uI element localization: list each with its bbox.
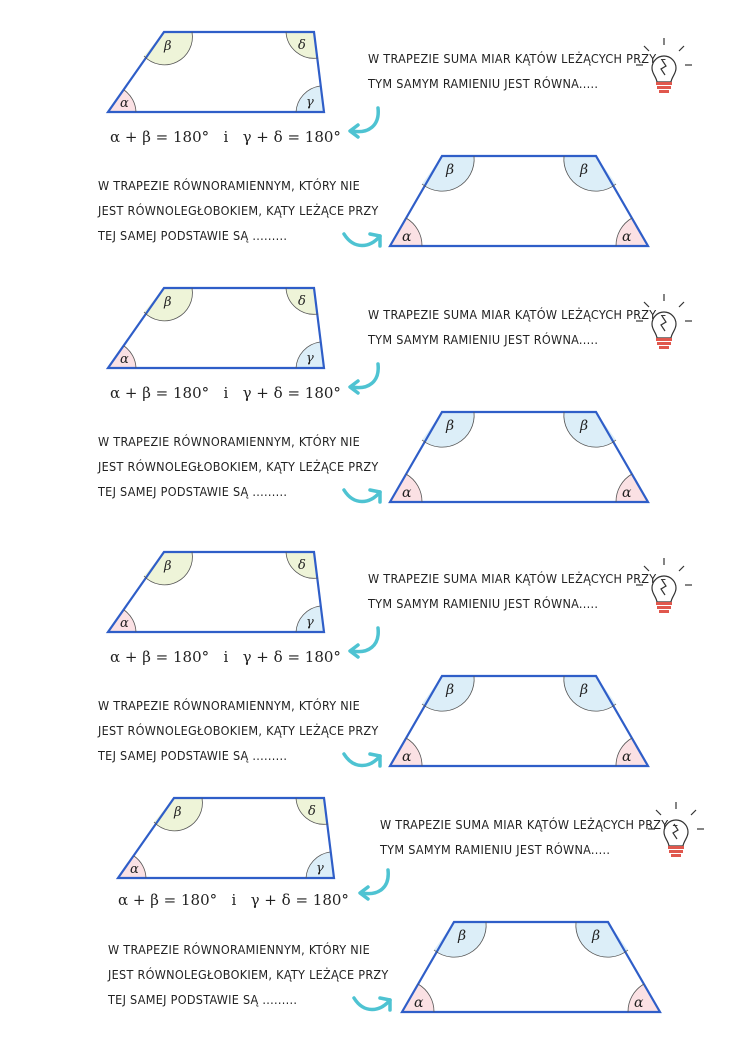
beta-label: β [164,559,172,574]
rule-line: JEST RÓWNOLEGŁOBOKIEM, KĄTY LEŻĄCE PRZY [98,203,379,218]
rule-line: W TRAPEZIE RÓWNORAMIENNYM, KTÓRY NIE [98,178,361,193]
beta-label: β [164,295,172,310]
rule-line: JEST RÓWNOLEGŁOBOKIEM, KĄTY LEŻĄCE PRZY [98,459,379,474]
worksheet-block-1 [0,0,736,260]
beta-arc [564,676,616,711]
alpha-label: α [634,995,644,1011]
rule-isosceles [98,173,379,248]
curved-arrow-icon [340,220,388,256]
right-trapezoid-figure [104,284,354,374]
formula-conjunction: i [223,384,229,402]
rule-line: TYM SAMYM RAMIENIU JEST RÓWNA..... [380,842,611,857]
alpha-arc [616,738,648,766]
lightbulb-icon [632,36,696,100]
beta-label: β [446,162,455,178]
beta-arc [564,156,616,191]
lightbulb-icon [632,556,696,620]
alpha-label: α [402,229,412,245]
alpha-arc [616,474,648,502]
rule-same-leg [368,566,666,616]
trapezoid-outline [390,676,648,766]
lightbulb-icon [632,292,696,356]
rule-line: TYM SAMYM RAMIENIU JEST RÓWNA..... [368,76,599,91]
curved-arrow-icon [350,984,398,1020]
delta-label: δ [298,294,306,309]
delta-label: δ [308,804,316,819]
gamma-label: γ [306,351,314,366]
alpha-arc [616,218,648,246]
rule-isosceles [108,937,389,1012]
angle-sum-formula [110,648,341,666]
formula-right: γ + δ = 180° [242,384,341,402]
alpha-label: α [120,352,129,367]
rule-line: JEST RÓWNOLEGŁOBOKIEM, KĄTY LEŻĄCE PRZY [98,723,379,738]
gamma-label: γ [306,95,314,110]
rule-line: TEJ SAMEJ PODSTAWIE SĄ ......... [108,992,298,1007]
worksheet-block-4 [0,774,736,1034]
isosceles-trapezoid-figure [384,672,654,772]
formula-right: γ + δ = 180° [250,891,349,909]
trapezoid-outline [390,156,648,246]
formula-conjunction: i [223,648,229,666]
beta-label: β [580,162,589,178]
trapezoid-outline [390,412,648,502]
rule-line: JEST RÓWNOLEGŁOBOKIEM, KĄTY LEŻĄCE PRZY [108,967,389,982]
formula-conjunction: i [223,128,229,146]
alpha-label: α [622,229,632,245]
curved-arrow-icon [344,360,392,396]
alpha-label: α [414,995,424,1011]
rule-line: TEJ SAMEJ PODSTAWIE SĄ ......... [98,228,288,243]
rule-line: W TRAPEZIE SUMA MIAR KĄTÓW LEŻĄCYCH PRZY – [380,817,679,832]
rule-line: TYM SAMYM RAMIENIU JEST RÓWNA..... [368,596,599,611]
rule-line: W TRAPEZIE SUMA MIAR KĄTÓW LEŻĄCYCH PRZY – [368,307,667,322]
alpha-label: α [120,616,129,631]
right-trapezoid-figure [104,548,354,638]
rule-same-leg [380,812,678,862]
beta-arc [564,412,616,447]
worksheet-block-2 [0,256,736,516]
rule-line: W TRAPEZIE RÓWNORAMIENNYM, KTÓRY NIE [98,698,361,713]
alpha-label: α [402,485,412,501]
beta-label: β [174,805,182,820]
angle-sum-formula [110,384,341,402]
formula-left: α + β = 180° [118,891,218,909]
isosceles-trapezoid-figure [396,918,666,1018]
delta-label: δ [298,38,306,53]
rule-line: TEJ SAMEJ PODSTAWIE SĄ ......... [98,484,288,499]
rule-line: TEJ SAMEJ PODSTAWIE SĄ ......... [98,748,288,763]
beta-label: β [446,418,455,434]
formula-left: α + β = 180° [110,648,210,666]
gamma-label: γ [316,861,324,876]
formula-conjunction: i [231,891,237,909]
beta-label: β [458,928,467,944]
curved-arrow-icon [340,476,388,512]
rule-same-leg [368,46,666,96]
alpha-label: α [622,485,632,501]
angle-sum-formula [118,891,349,909]
rule-isosceles [98,693,379,768]
formula-left: α + β = 180° [110,128,210,146]
curved-arrow-icon [344,624,392,660]
rule-line: W TRAPEZIE RÓWNORAMIENNYM, KTÓRY NIE [108,942,371,957]
beta-label: β [592,928,601,944]
curved-arrow-icon [340,740,388,776]
gamma-label: γ [306,615,314,630]
curved-arrow-icon [344,104,392,140]
rule-line: TYM SAMYM RAMIENIU JEST RÓWNA..... [368,332,599,347]
alpha-label: α [402,749,412,765]
isosceles-trapezoid-figure [384,152,654,252]
formula-right: γ + δ = 180° [242,128,341,146]
right-trapezoid-figure [104,28,354,118]
rule-isosceles [98,429,379,504]
lightbulb-icon [644,800,708,864]
isosceles-trapezoid-figure [384,408,654,508]
right-trapezoid-figure [114,794,364,884]
rule-line: W TRAPEZIE SUMA MIAR KĄTÓW LEŻĄCYCH PRZY – [368,571,667,586]
angle-sum-formula [110,128,341,146]
worksheet-block-3 [0,520,736,780]
beta-arc [576,922,628,957]
rule-line: W TRAPEZIE RÓWNORAMIENNYM, KTÓRY NIE [98,434,361,449]
formula-left: α + β = 180° [110,384,210,402]
beta-label: β [580,418,589,434]
trapezoid-outline [402,922,660,1012]
beta-label: β [164,39,172,54]
delta-label: δ [298,558,306,573]
beta-label: β [446,682,455,698]
alpha-label: α [622,749,632,765]
formula-right: γ + δ = 180° [242,648,341,666]
curved-arrow-icon [354,866,402,902]
alpha-arc [628,984,660,1012]
rule-line: W TRAPEZIE SUMA MIAR KĄTÓW LEŻĄCYCH PRZY – [368,51,667,66]
beta-label: β [580,682,589,698]
alpha-label: α [120,96,129,111]
alpha-label: α [130,862,139,877]
rule-same-leg [368,302,666,352]
